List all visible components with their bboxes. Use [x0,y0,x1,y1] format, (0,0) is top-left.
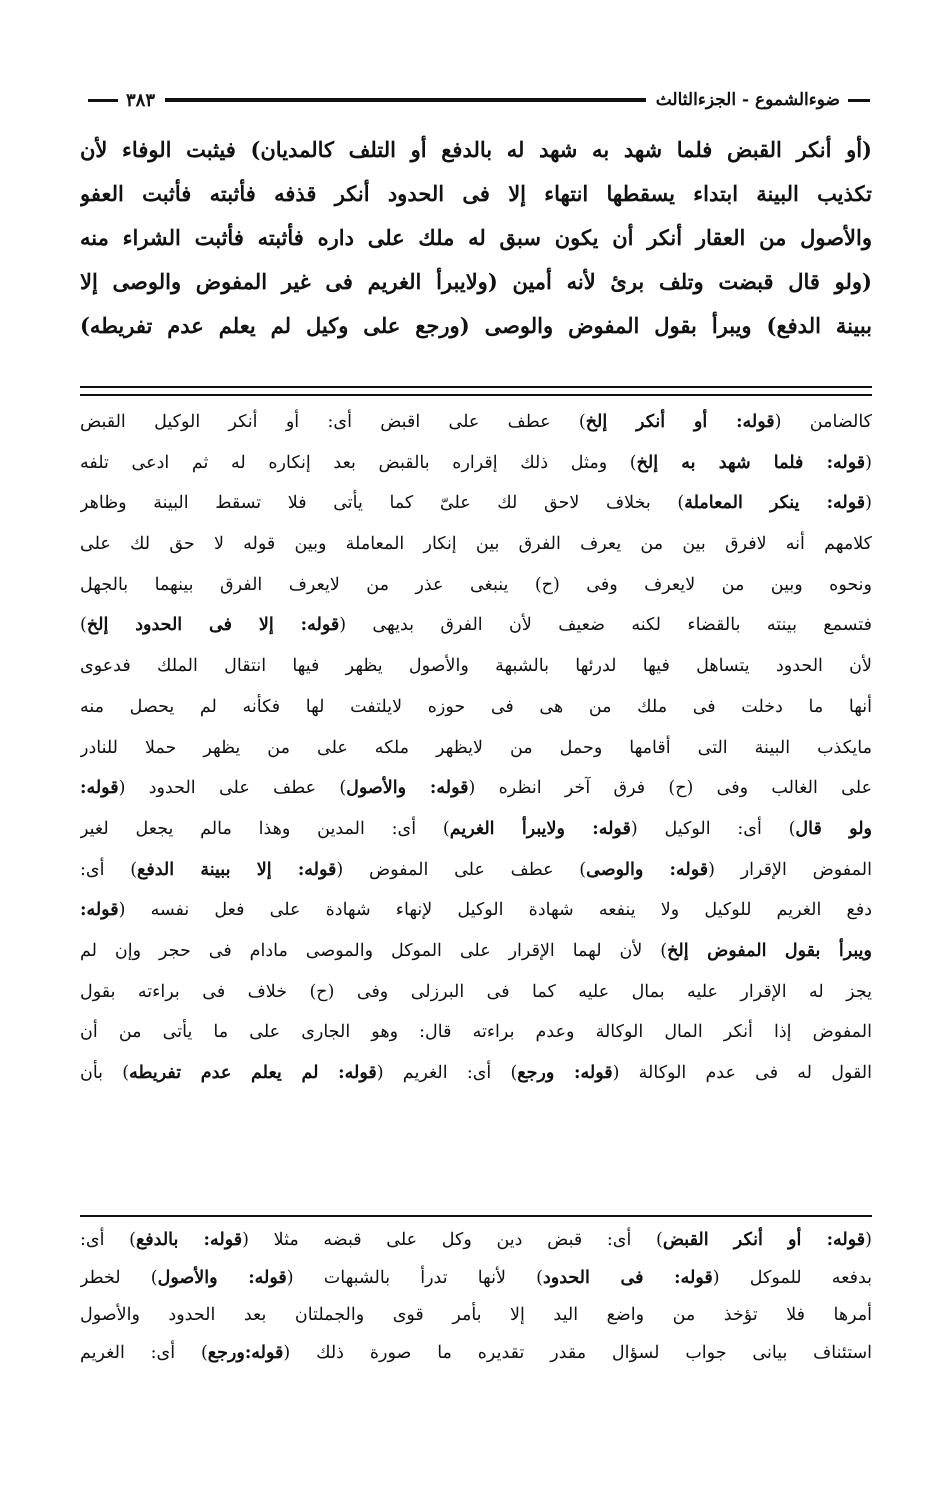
commentary-line [80,687,872,728]
text-segment: ) أى: المدين وهذا مالم يجعل لغير [80,818,450,839]
double-divider [80,386,872,396]
text-segment: ) أى: الوكيل ( [630,818,796,839]
text-segment: ) [80,615,87,636]
commentary-line [80,850,872,891]
text-segment: ) بخلاف لاحق لك علىّ كما يأتى فلا تسقط البينة وظاهر [80,493,685,514]
commentary-line [80,605,872,646]
commentary-line [80,483,872,524]
text-segment: ) بأن [80,1063,130,1083]
quoted-term: قوله: والأصول [157,1267,287,1288]
text-segment: ) لأنها تدرأ بالشبهات ( [286,1267,543,1288]
commentary-line [80,524,872,565]
text-segment: ) لخطر [80,1267,158,1288]
text-segment: أمرها فلا تؤخذ من واضع اليد إلا بأمر قوى والجملتان بعد الحدود والأصول [80,1305,872,1325]
commentary-line [80,768,872,809]
text-segment: المفوض إذا أنكر المال الوكالة وعدم براءته قال: وهو الجارى على ما يأتى من أن [80,1022,872,1043]
quoted-term: قوله: والأصول [346,778,469,799]
main-text-line: تكذيب البينة ابتداء يسقطها انتهاء إلا فى الحدود أنكر قذفه فأثبته فأثبت العفو [80,181,872,206]
text-segment: ) أى: قبض دين وكل على قبضه مثلا ( [242,1230,663,1250]
commentary-line [80,809,872,850]
quoted-term: ولو قال [795,818,872,839]
text-segment: لأن الحدود يتساهل فيها لدرئها بالشبهة والأصول يظهر فيها انتقال الملك فدعوى [80,656,872,677]
text-segment: مايكذب البينة التى أقامها وحمل من لايظهر ملكه على من يظهر حملا للنادر [80,737,872,758]
text-segment: ) ومثل ذلك إقراره بالقبض بعد إنكاره له ثم ادعى تلفه [80,452,637,473]
text-segment: المفوض الإقرار ( [708,859,872,880]
header-title: ضوءالشموع - الجزءالثالث [655,90,840,110]
text-segment: ) أى: الغريم ( [376,1063,518,1083]
text-segment: يجز له الإقرار عليه بمال عليه كما فى البرزلى وفى (ح) خلاف فى براءته بقول [80,981,872,1002]
text-segment: القول له فى عدم الوكالة ( [612,1063,872,1083]
text-segment: ) عطف على اقبض أى: أو أنكر الوكيل القبض [80,412,586,432]
quoted-term: قوله: أو أنكر إلخ [585,412,775,432]
text-segment: ( [865,452,872,473]
footnote-line [80,1260,872,1298]
quoted-term: قوله:ورجع [207,1342,284,1363]
quoted-term: قوله: [80,900,119,921]
quoted-term: قوله: والوصى [586,859,709,880]
commentary-line [80,890,872,931]
footnote-line [80,1335,872,1373]
main-text [80,128,872,348]
main-text-line: والأصول من العقار أنكر أن يكون سبق له ملك على داره فأثبته فأثبت الشراء منه [80,225,872,250]
commentary-line [80,728,872,769]
quoted-term: قوله: أو أنكر القبض [662,1230,866,1250]
quoted-term: قوله: فلما شهد به إلخ [636,452,866,473]
quoted-term: قوله: ينكر المعاملة [684,493,866,514]
commentary-line [80,646,872,687]
commentary-line [80,402,872,443]
quoted-term: قوله: [80,778,119,799]
text-segment: بدفعه للموكل ( [712,1267,872,1288]
text-segment: ) أى: [80,1230,136,1250]
text-segment: كالضامن ( [774,412,872,432]
text-segment: دفع الغريم للوكيل ولا ينفعه شهادة الوكيل لإنهاء شهادة على فعل نفسه ( [118,900,872,921]
text-segment: ) أى: [80,859,138,880]
footnote-divider [80,1215,872,1217]
text-segment: أنها ما دخلت فى ملك من هى فى حوزه لايلتفت لها فكأنه لم يحصل منه [80,696,872,717]
commentary-line [80,1053,872,1094]
commentary-line [80,443,872,484]
page-header [88,84,870,116]
main-text-line: ببينة الدفع) ويبرأ بقول المفوض والوصى (ورجع على وكيل لم يعلم عدم تفريطه) [80,313,872,338]
footnotes-text [80,1222,872,1372]
quoted-term: قوله: بالدفع [135,1230,243,1250]
quoted-term: قوله: ولايبرأ الغريم [449,818,631,839]
commentary-line [80,1012,872,1053]
text-segment: ونحوه وبين من لايعرف وفى (ح) ينبغى عذر من لايعرف الفرق بينهما بالجهل [80,574,872,595]
commentary-text [80,402,872,1094]
main-text-line: (أو أنكر القبض فلما شهد به شهد له بالدفع أو التلف كالمديان) فيثبت الوفاء لأن [80,137,872,162]
text-segment: كلامهم أنه لافرق بين من يعرف الفرق بين إنكار المعاملة وبين قوله لا حق لك على [80,534,872,555]
text-segment: ( [865,1230,872,1250]
quoted-term: قوله: إلا فى الحدود إلخ [86,615,340,636]
text-segment: ) عطف على الحدود ( [118,778,347,799]
main-text-line: (ولو قال قبضت وتلف برئ لأنه أمين (ولايبرأ الغريم فى غير المفوض والوصى إلا [80,269,872,294]
quoted-term: قوله: لم يعلم عدم تفريطه [129,1063,377,1083]
text-segment: ) عطف على المفوض ( [336,859,587,880]
commentary-line [80,931,872,972]
quoted-term: قوله: ورجع [517,1063,613,1083]
text-segment: ( [865,493,872,514]
text-segment: على الغالب وفى (ح) فرق آخر انظره ( [468,778,872,799]
footnote-line [80,1222,872,1260]
quoted-term: قوله: فى الحدود [542,1267,713,1288]
text-segment: ) لأن لهما الإقرار على الموكل والموصى مادام فى حجر وإن لم [80,940,668,961]
text-segment: ) أى: الغريم [80,1342,208,1363]
page-number: ٣٨٣ [126,89,156,111]
text-segment: استئناف بيانى جواب لسؤال مقدر تقديره ما صورة ذلك ( [283,1342,872,1363]
quoted-term: قوله: إلا ببينة الدفع [137,859,337,880]
header-dash-right [848,99,870,102]
commentary-line [80,565,872,606]
commentary-line [80,972,872,1013]
footnote-line [80,1297,872,1335]
header-rule [165,98,646,102]
quoted-term: ويبرأ بقول المفوض إلخ [667,940,872,961]
header-dash-left [88,99,118,102]
text-segment: فتسمع بينته بالقضاء لكنه ضعيف لأن الفرق بديهى ( [339,615,872,636]
